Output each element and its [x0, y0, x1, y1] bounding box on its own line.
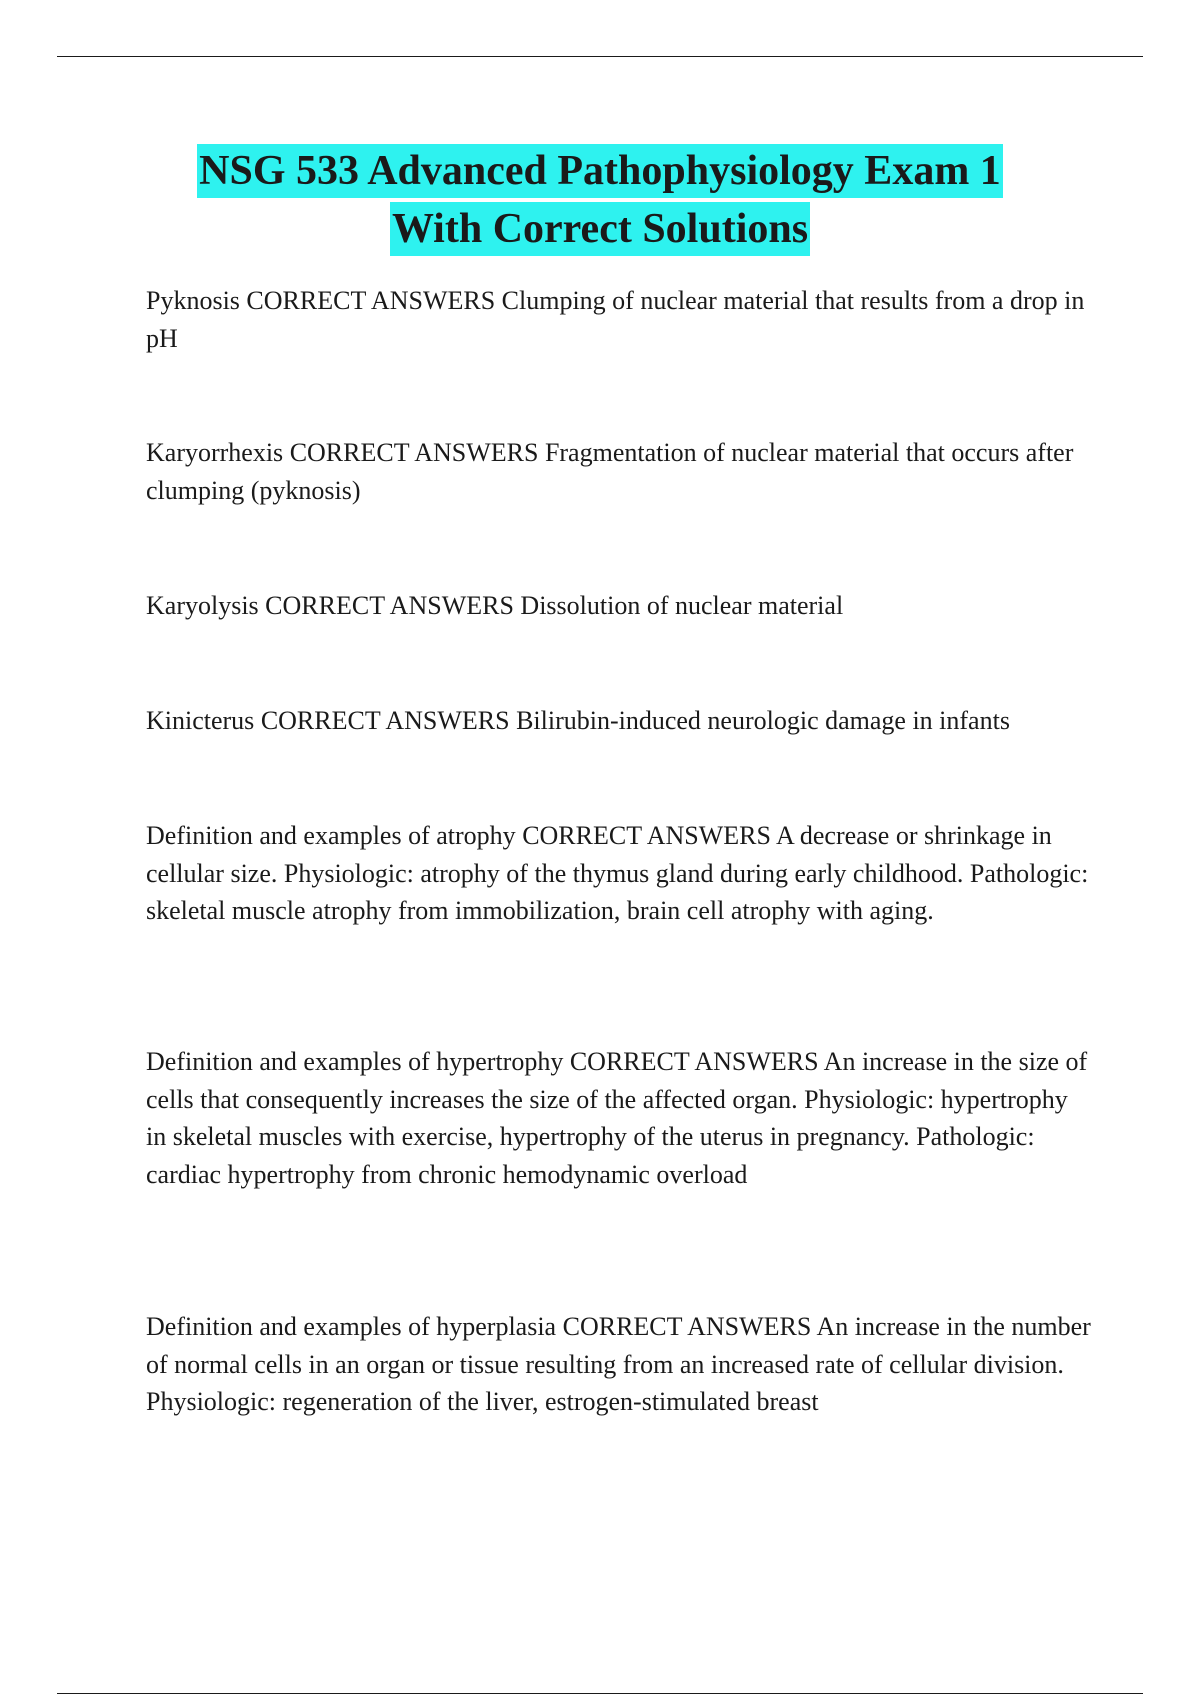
entry-term: Pyknosis [146, 286, 240, 315]
qa-entry-atrophy [146, 817, 1091, 930]
entry-tag: CORRECT ANSWERS [289, 438, 539, 467]
entry-tag: CORRECT ANSWERS [569, 1047, 819, 1076]
entry-answer: Fragmentation of nuclear material that occurs after clumping (pyknosis) [146, 438, 1074, 505]
entry-term: Definition and examples of hypertrophy [146, 1047, 564, 1076]
entry-term: Kinicterus [146, 706, 255, 735]
qa-entry-pyknosis [146, 282, 1091, 357]
entry-answer: An increase in the number of normal cells in an organ or tissue resulting from an increased rate of cellular division. Physiologic: regeneration of the liver, estrogen-stimulated breast [146, 1312, 1091, 1416]
qa-entry-hypertrophy [146, 1043, 1091, 1193]
entry-tag: CORRECT ANSWERS [246, 286, 496, 315]
page-title [0, 142, 1200, 258]
qa-entry-karyorrhexis [146, 434, 1091, 509]
qa-entry-karyolysis [146, 587, 1091, 625]
entry-answer: A decrease or shrinkage in cellular size. Physiologic: atrophy of the thymus gland during early childhood. Pathologic: skeletal muscle atrophy from immobilization, brain cell atrophy with aging. [146, 821, 1089, 925]
top-rule [57, 56, 1143, 57]
entry-tag: CORRECT ANSWERS [265, 591, 514, 620]
entry-term: Karyolysis [146, 591, 259, 620]
entry-tag: CORRECT ANSWERS [522, 821, 771, 850]
entry-term: Definition and examples of atrophy [146, 821, 516, 850]
qa-entry-kinicterus [146, 702, 1091, 740]
entry-term: Definition and examples of hyperplasia [146, 1312, 557, 1341]
entry-answer: Bilirubin-induced neurologic damage in infants [516, 706, 1010, 735]
entry-answer: Dissolution of nuclear material [520, 591, 844, 620]
title-line-2: With Correct Solutions [390, 202, 810, 256]
entry-tag: CORRECT ANSWERS [562, 1312, 812, 1341]
entry-tag: CORRECT ANSWERS [260, 706, 510, 735]
entry-term: Karyorrhexis [146, 438, 284, 467]
qa-entry-hyperplasia [146, 1308, 1091, 1421]
entry-answer: Clumping of nuclear material that results from a drop in pH [146, 286, 1085, 353]
entry-answer: An increase in the size of cells that consequently increases the size of the affected organ. Physiologic: hypertrophy in skeletal muscles with exercise, hypertrophy of the uterus in pregnancy. Pathologic: cardiac hypertrophy from chronic hemodynamic overload [146, 1047, 1088, 1189]
bottom-rule [57, 1693, 1143, 1694]
title-line-1: NSG 533 Advanced Pathophysiology Exam 1 [197, 144, 1003, 198]
